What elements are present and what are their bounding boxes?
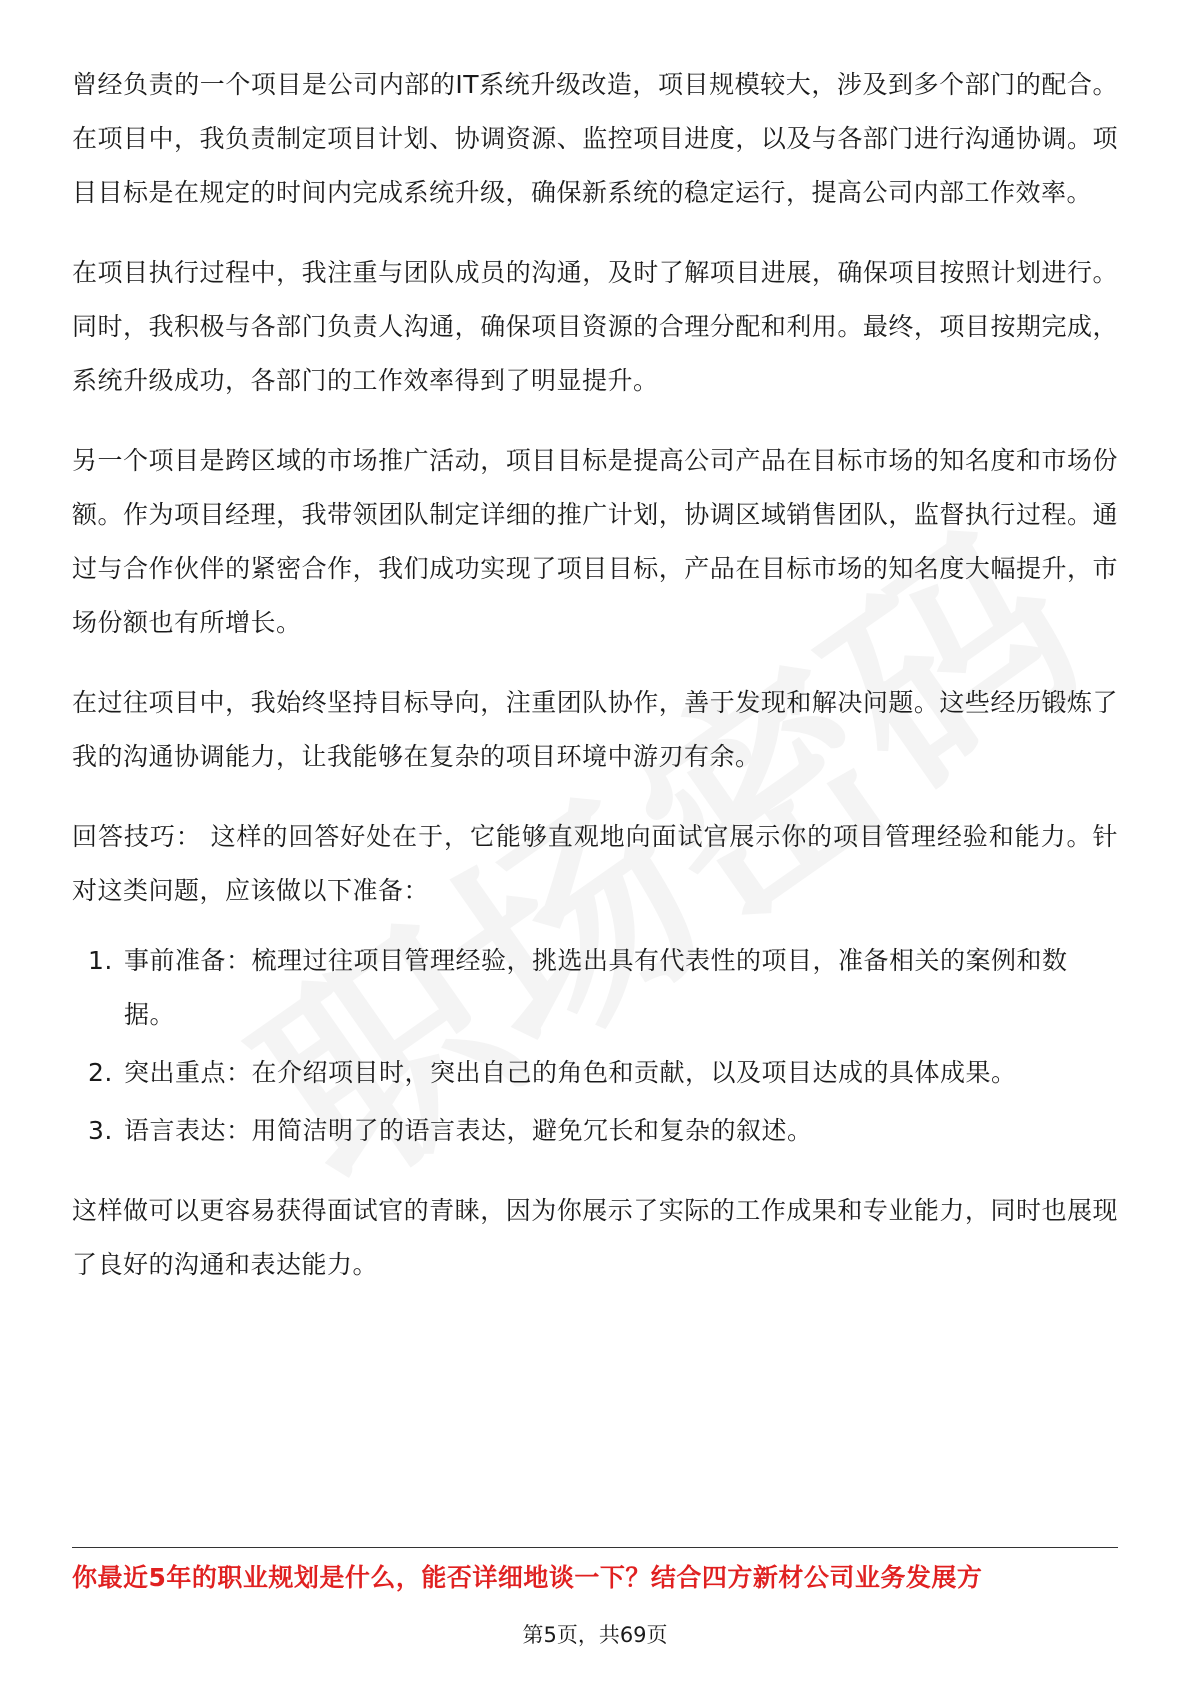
list-item [72, 1104, 1118, 1158]
paragraph-2: 在项目执行过程中，我注重与团队成员的沟通，及时了解项目进展，确保项目按照计划进行。同时，我积极与各部门负责人沟通，确保项目资源的合理分配和利用。最终，项目按期完成，系统升级成功，各部门的工作效率得到了明显提升。 [72, 258, 1118, 395]
closing-paragraph: 这样做可以更容易获得面试官的青睐，因为你展示了实际的工作成果和专业能力，同时也展现了良好的沟通和表达能力。 [72, 1196, 1118, 1279]
page-number: 第5页，共69页 [522, 1623, 668, 1647]
list-number: 3. [88, 1116, 113, 1145]
answer-tips-intro: 回答技巧： 这样的回答好处在于，它能够直观地向面试官展示你的项目管理经验和能力。针对这类问题，应该做以下准备： [72, 822, 1118, 905]
list-item [72, 1046, 1118, 1100]
paragraph-1: 曾经负责的一个项目是公司内部的IT系统升级改造，项目规模较大，涉及到多个部门的配合。在项目中，我负责制定项目计划、协调资源、监控项目进度，以及与各部门进行沟通协调。项目目标是在规定的时间内完成系统升级，确保新系统的稳定运行，提高公司内部工作效率。 [72, 70, 1118, 207]
list-number: 1. [88, 946, 113, 975]
section-divider [72, 1547, 1118, 1548]
list-item-text: 突出重点：在介绍项目时，突出自己的角色和贡献，以及项目达成的具体成果。 [124, 1058, 1017, 1087]
list-item [72, 934, 1118, 1042]
list-number: 2. [88, 1058, 113, 1087]
paragraph-4: 在过往项目中，我始终坚持目标导向，注重团队协作，善于发现和解决问题。这些经历锻炼了我的沟通协调能力，让我能够在复杂的项目环境中游刃有余。 [72, 688, 1118, 771]
next-question-heading: 你最近5年的职业规划是什么，能否详细地谈一下？结合四方新材公司业务发展方 [72, 1563, 983, 1592]
tips-list [72, 934, 1118, 1158]
paragraph-3: 另一个项目是跨区域的市场推广活动，项目目标是提高公司产品在目标市场的知名度和市场份额。作为项目经理，我带领团队制定详细的推广计划，协调区域销售团队，监督执行过程。通过与合作伙伴的紧密合作，我们成功实现了项目目标，产品在目标市场的知名度大幅提升，市场份额也有所增长。 [72, 446, 1118, 637]
list-item-text: 事前准备：梳理过往项目管理经验，挑选出具有代表性的项目，准备相关的案例和数据。 [124, 946, 1068, 1029]
list-item-text: 语言表达：用简洁明了的语言表达，避免冗长和复杂的叙述。 [124, 1116, 813, 1145]
document-body [72, 58, 1118, 1318]
